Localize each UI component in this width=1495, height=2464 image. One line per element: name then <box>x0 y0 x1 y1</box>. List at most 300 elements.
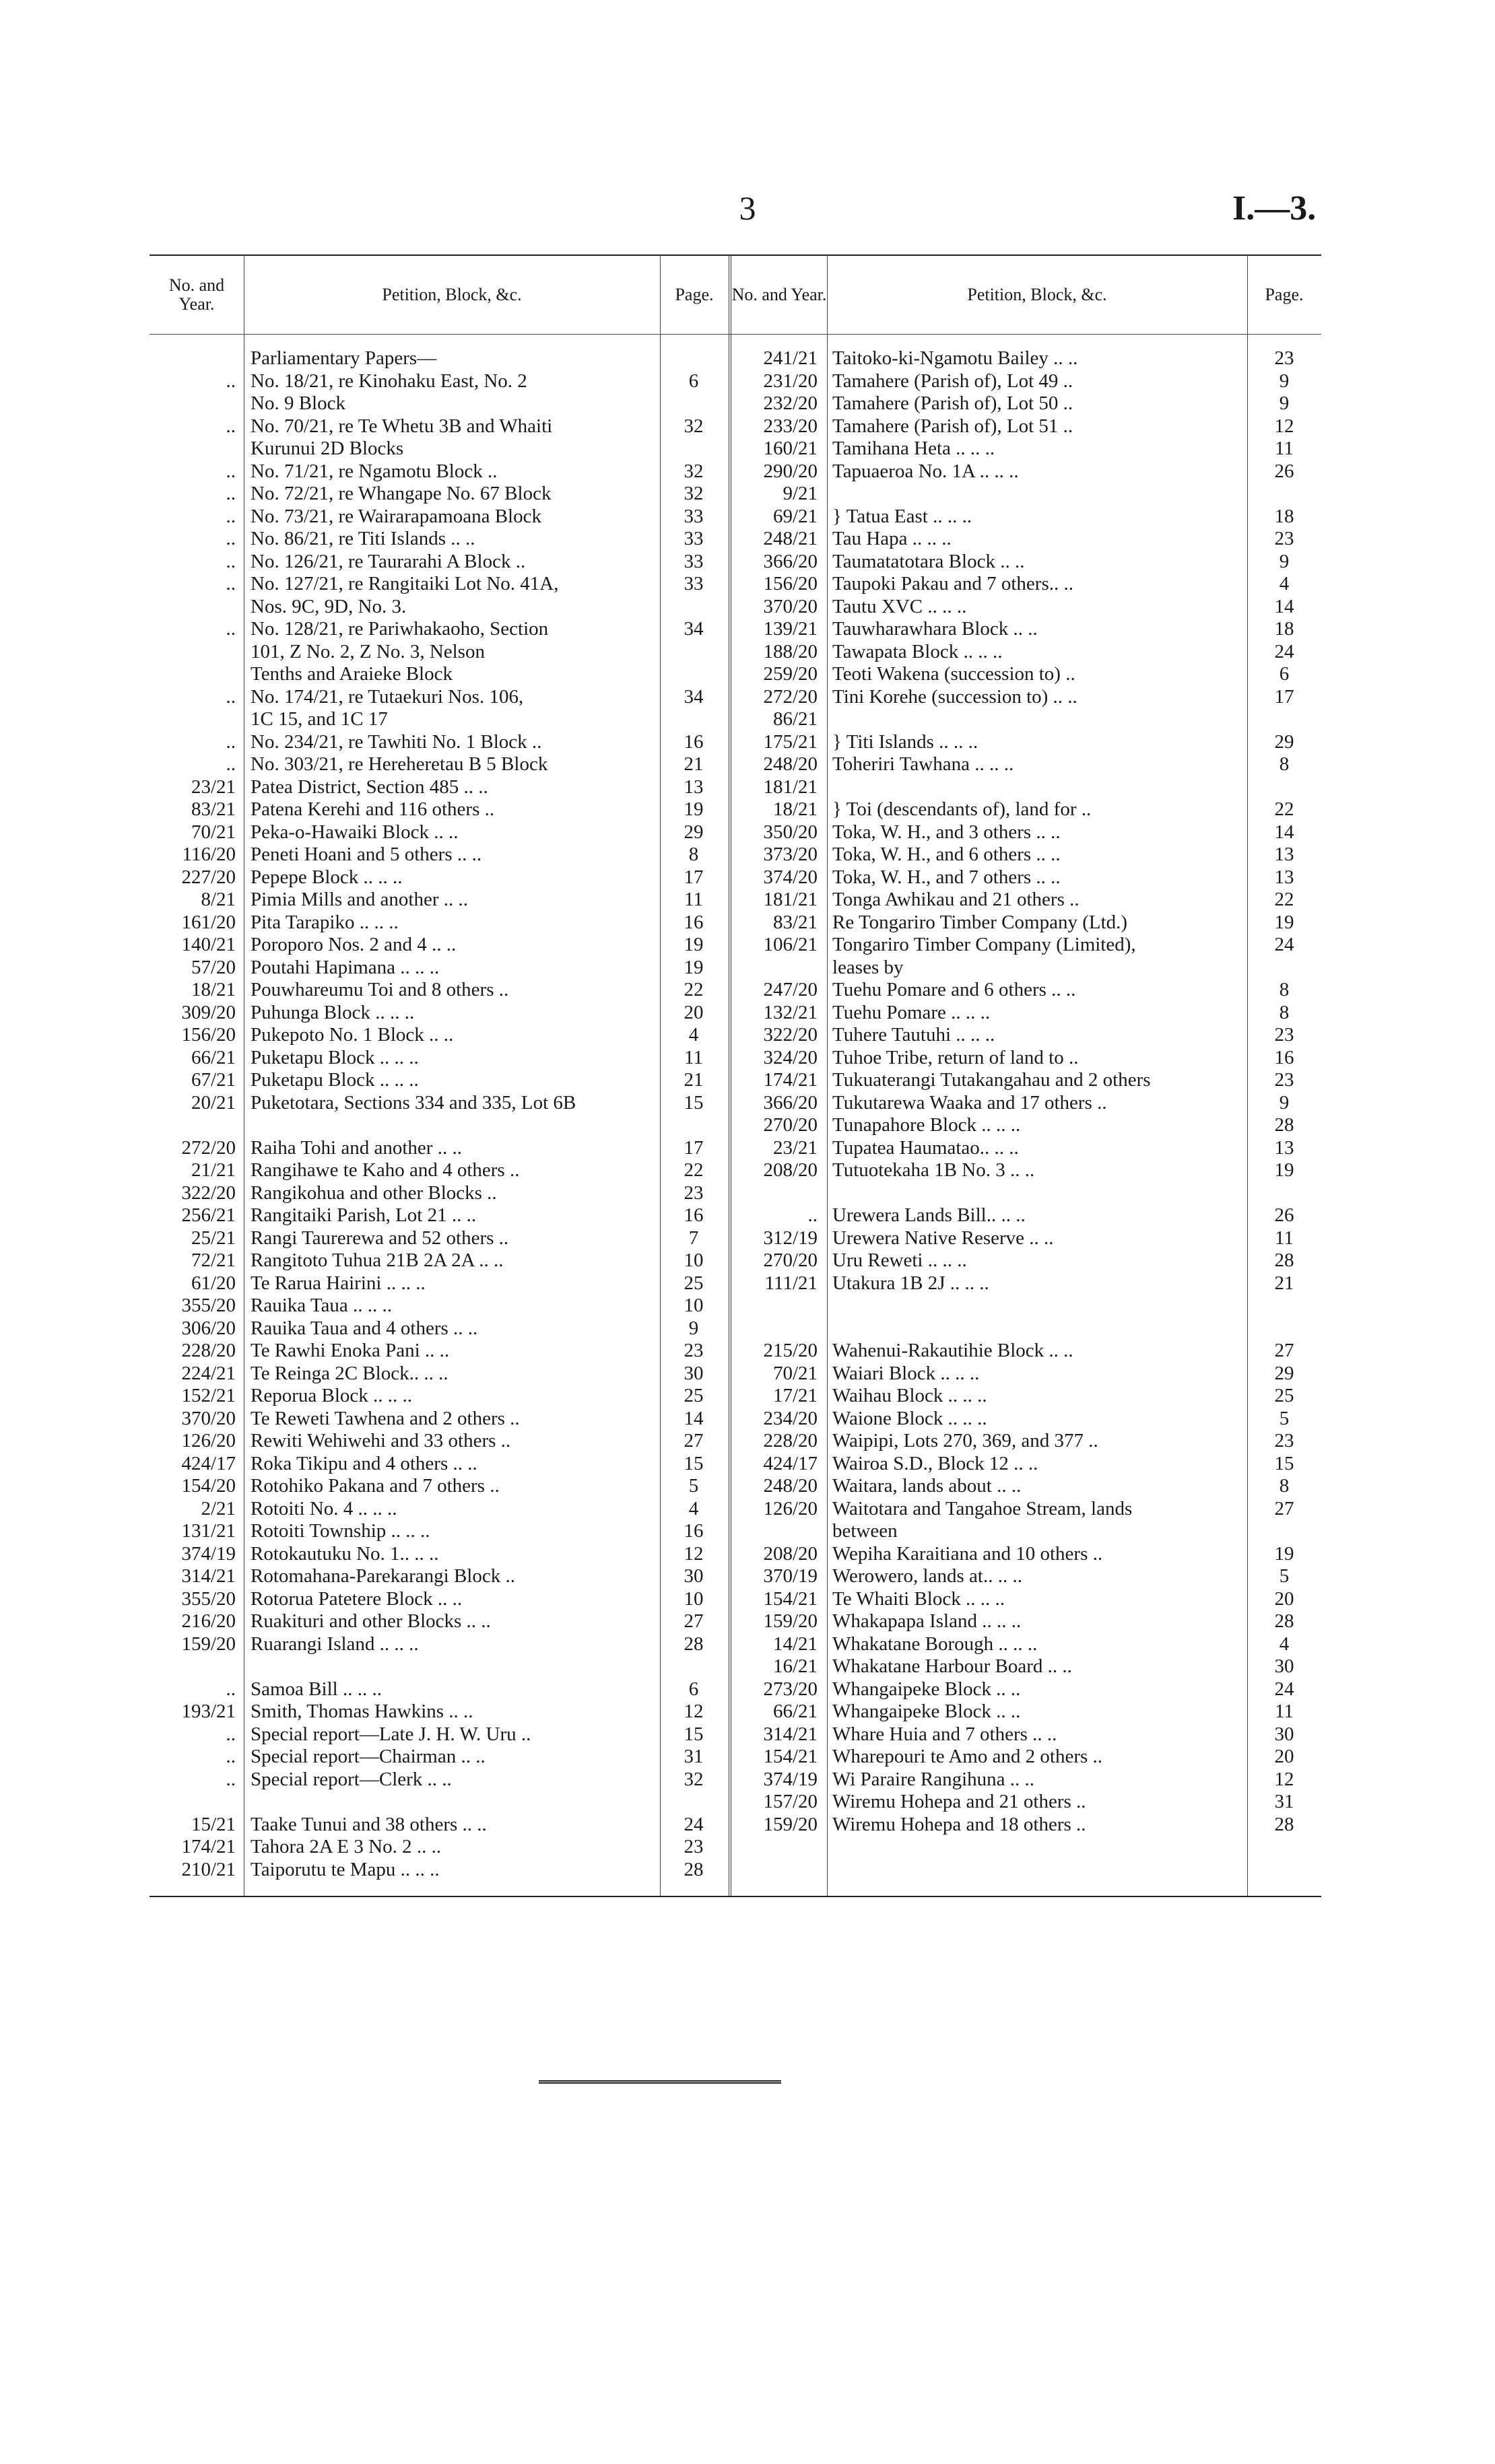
entry-page: 28 <box>1274 1813 1294 1835</box>
entry-title: Te Rarua Hairini .. .. .. <box>251 1272 426 1294</box>
entry-number: 9/21 <box>783 483 818 504</box>
table-row <box>150 1295 729 1317</box>
entry-number: 314/21 <box>181 1565 236 1587</box>
table-row <box>150 438 729 460</box>
table-row <box>150 1453 729 1476</box>
entry-number: 210/21 <box>181 1858 236 1880</box>
entry-page: 26 <box>1274 1204 1294 1226</box>
entry-number: 86/21 <box>772 708 818 730</box>
entry-number: 228/20 <box>181 1340 236 1361</box>
entry-page: 24 <box>684 1813 704 1835</box>
table-row <box>150 460 729 483</box>
entry-page: 21 <box>1274 1272 1294 1294</box>
table-row <box>730 1475 1321 1498</box>
table-row <box>730 1678 1321 1701</box>
entry-page: 8 <box>1279 979 1290 1000</box>
table-row <box>730 415 1321 438</box>
table-row <box>730 1655 1321 1678</box>
entry-page: 33 <box>684 528 704 549</box>
entry-page: 21 <box>684 1069 704 1091</box>
entry-page: 33 <box>684 505 704 527</box>
entry-number: 233/20 <box>763 415 818 437</box>
entry-title: Patea District, Section 485 .. .. <box>251 776 488 798</box>
entry-title: No. 303/21, re Hereheretau B 5 Block <box>251 753 548 775</box>
entry-page: 9 <box>1279 550 1290 572</box>
entry-page: 6 <box>1279 663 1290 685</box>
entry-page: 23 <box>684 1182 704 1204</box>
table-row <box>730 979 1321 1002</box>
entry-title: Rangi Taurerewa and 52 others .. <box>251 1227 509 1249</box>
header-page-right: Page. <box>1265 285 1304 304</box>
entry-page: 6 <box>688 370 699 392</box>
entry-page: 28 <box>684 1858 704 1880</box>
entry-number: 193/21 <box>181 1701 236 1722</box>
table-row <box>730 460 1321 483</box>
entry-title: Special report—Chairman .. .. <box>251 1746 486 1767</box>
entry-number: 272/20 <box>181 1136 236 1159</box>
entry-page: 31 <box>684 1746 704 1767</box>
entry-number: 152/21 <box>181 1385 236 1406</box>
entry-number: 157/20 <box>763 1791 818 1812</box>
table-row <box>150 1746 729 1769</box>
entry-number: 69/21 <box>772 505 818 527</box>
entry-page: 8 <box>688 844 699 865</box>
entry-number: 273/20 <box>763 1678 818 1700</box>
entry-page: 12 <box>684 1542 704 1565</box>
entry-page: 16 <box>684 911 704 933</box>
entry-number: 25/21 <box>191 1227 236 1249</box>
table-row <box>150 1340 729 1363</box>
entry-title: Wahenui-Rakautihie Block .. .. <box>832 1340 1073 1361</box>
entry-page: 28 <box>1274 1610 1294 1632</box>
entry-number: .. <box>226 1768 236 1790</box>
table-row <box>150 1520 729 1543</box>
entry-title: Puketotara, Sections 334 and 335, Lot 6B <box>251 1091 576 1114</box>
entry-page: 17 <box>1274 685 1294 708</box>
table-row <box>730 753 1321 776</box>
entry-title: Te Rawhi Enoka Pani .. .. <box>251 1340 450 1361</box>
entry-title: Samoa Bill .. .. .. <box>251 1678 382 1700</box>
table-row <box>730 438 1321 460</box>
table-row <box>730 1430 1321 1453</box>
entry-page: 11 <box>1275 1227 1294 1249</box>
table-row <box>730 1250 1321 1272</box>
footer-rule <box>539 2080 781 2084</box>
entry-page: 21 <box>684 753 704 775</box>
entry-page: 12 <box>684 1701 704 1722</box>
entry-number: 309/20 <box>181 1001 236 1023</box>
entry-page: 7 <box>688 1227 699 1249</box>
entry-number: 83/21 <box>191 798 236 820</box>
entry-title: Tapuaeroa No. 1A .. .. .. <box>832 460 1019 482</box>
right-column <box>730 347 1321 1836</box>
entry-title: Peneti Hoani and 5 others .. .. <box>251 844 482 865</box>
table-row <box>150 866 729 889</box>
table-row <box>150 618 729 641</box>
entry-page: 24 <box>1274 1678 1294 1700</box>
table-row <box>150 1836 729 1859</box>
entry-title: Taiporutu te Mapu .. .. .. <box>251 1858 440 1880</box>
entry-title: Urewera Native Reserve .. .. <box>832 1227 1054 1249</box>
table-row <box>730 866 1321 889</box>
entry-title: Parliamentary Papers— <box>251 347 437 369</box>
entry-page: 19 <box>1274 911 1294 933</box>
table-row <box>730 1137 1321 1160</box>
entry-number: 140/21 <box>181 934 236 955</box>
entry-number: 132/21 <box>763 1001 818 1023</box>
entry-number: 231/20 <box>763 370 818 392</box>
entry-title: Tutuotekaha 1B No. 3 .. .. <box>832 1159 1035 1181</box>
table-row <box>150 1002 729 1025</box>
entry-title: Taumatatotara Block .. .. <box>832 550 1025 572</box>
entry-number: 181/21 <box>763 776 818 798</box>
entry-title: Waitotara and Tangahoe Stream, lands <box>832 1497 1133 1519</box>
entry-number: 224/21 <box>181 1362 236 1384</box>
entry-page: 19 <box>684 956 704 978</box>
entry-page: 33 <box>684 550 704 572</box>
table-row <box>730 1610 1321 1633</box>
table-row <box>730 1565 1321 1588</box>
entry-page: 9 <box>1279 1091 1290 1114</box>
entry-page: 5 <box>1279 1565 1290 1587</box>
entry-number: .. <box>226 730 236 753</box>
table-row <box>150 889 729 912</box>
entry-number: 175/21 <box>763 730 818 753</box>
table-row <box>730 1069 1321 1092</box>
entry-page: 16 <box>684 1204 704 1226</box>
entry-title: No. 174/21, re Tutaekuri Nos. 106, <box>251 685 524 708</box>
entry-page: 13 <box>1274 866 1294 888</box>
entry-number: 232/20 <box>763 392 818 414</box>
entry-title: Tuhere Tautuhi .. .. .. <box>832 1024 995 1046</box>
entry-title: Tenths and Araieke Block <box>251 663 453 685</box>
entry-page: 13 <box>684 776 704 798</box>
table-row <box>730 1588 1321 1611</box>
entry-page: 13 <box>1274 844 1294 865</box>
entry-title: No. 127/21, re Rangitaiki Lot No. 41A, <box>251 573 559 594</box>
entry-number: 106/21 <box>763 934 818 955</box>
table-row <box>730 1453 1321 1476</box>
entry-page: 9 <box>1279 392 1290 414</box>
entry-page: 23 <box>1274 1069 1294 1091</box>
entry-title: Whakatane Harbour Board .. .. <box>832 1655 1072 1677</box>
entry-title: Tamihana Heta .. .. .. <box>832 438 995 459</box>
entry-page: 22 <box>684 979 704 1000</box>
entry-title: Rangitaiki Parish, Lot 21 .. .. <box>251 1204 477 1226</box>
entry-title: Whangaipeke Block .. .. <box>832 1701 1021 1722</box>
entry-number: 312/19 <box>763 1227 818 1249</box>
table-row <box>730 1295 1321 1317</box>
entry-number: .. <box>226 1678 236 1700</box>
entry-title: Te Reinga 2C Block.. .. .. <box>251 1362 448 1384</box>
entry-page: 33 <box>684 573 704 594</box>
entry-page: 30 <box>1274 1723 1294 1745</box>
entry-page: 23 <box>1274 347 1294 369</box>
entry-title: Teoti Wakena (succession to) .. <box>832 663 1075 685</box>
entry-number: 57/20 <box>191 956 236 978</box>
table-row <box>150 1814 729 1837</box>
entry-title: Pimia Mills and another .. .. <box>251 889 468 910</box>
entry-page: 4 <box>1279 573 1290 594</box>
header-petition-left: Petition, Block, &c. <box>382 285 522 304</box>
entry-page: 12 <box>1274 415 1294 437</box>
entry-title: Rangihawe te Kaho and 4 others .. <box>251 1159 520 1181</box>
entry-number: 248/20 <box>763 1475 818 1497</box>
table-row <box>150 1701 729 1723</box>
table-row <box>150 934 729 957</box>
entry-page: 6 <box>688 1678 699 1700</box>
entry-title: Tahora 2A E 3 No. 2 .. .. <box>251 1836 442 1857</box>
entry-page: 32 <box>684 415 704 437</box>
table-row <box>150 1543 729 1566</box>
entry-title: Waihau Block .. .. .. <box>832 1385 987 1406</box>
entry-number: 234/20 <box>763 1407 818 1429</box>
entry-page: 34 <box>684 685 704 708</box>
header-no-year-left: No. and Year. <box>168 275 225 314</box>
table-row <box>150 1588 729 1611</box>
entry-number: .. <box>226 483 236 504</box>
table-row <box>730 573 1321 596</box>
entry-number: 424/17 <box>181 1452 236 1474</box>
entry-page: 27 <box>684 1430 704 1451</box>
table-row <box>150 1114 729 1137</box>
entry-page: 4 <box>1279 1633 1290 1655</box>
table-row <box>150 1317 729 1340</box>
entry-page: 23 <box>1274 1024 1294 1046</box>
entry-page: 11 <box>1275 438 1294 459</box>
table-row <box>730 1791 1321 1814</box>
entry-title: Rauika Taua .. .. .. <box>251 1295 393 1316</box>
table-row <box>150 528 729 551</box>
entry-number: .. <box>226 370 236 392</box>
entry-title: Toka, W. H., and 7 others .. .. <box>832 866 1061 888</box>
entry-page: 10 <box>684 1295 704 1316</box>
table-row <box>730 957 1321 980</box>
entry-page: 26 <box>1274 460 1294 482</box>
entry-page: 15 <box>684 1452 704 1474</box>
entry-title: Ruakituri and other Blocks .. .. <box>251 1610 491 1632</box>
table-row <box>150 708 729 731</box>
entry-page: 32 <box>684 483 704 504</box>
entry-page: 32 <box>684 460 704 482</box>
table-row <box>730 641 1321 664</box>
left-column <box>150 347 729 1881</box>
entry-number: 154/21 <box>763 1587 818 1610</box>
entry-title: Rotoiti Township .. .. .. <box>251 1520 430 1542</box>
entry-title: Tamahere (Parish of), Lot 51 .. <box>832 415 1073 437</box>
entry-title: Wharepouri te Amo and 2 others .. <box>832 1746 1103 1767</box>
entry-number: 322/20 <box>181 1182 236 1204</box>
entry-number: 248/21 <box>763 528 818 549</box>
entry-title: No. 71/21, re Ngamotu Block .. <box>251 460 498 482</box>
entry-number: 18/21 <box>772 798 818 820</box>
entry-number: 370/19 <box>763 1565 818 1587</box>
table-row <box>730 1723 1321 1746</box>
entry-title: Te Reweti Tawhena and 2 others .. <box>251 1407 520 1429</box>
entry-title: Wi Paraire Rangihuna .. .. <box>832 1768 1035 1790</box>
entry-title: Kurunui 2D Blocks <box>251 438 404 459</box>
table-row <box>730 776 1321 799</box>
entry-title: No. 18/21, re Kinohaku East, No. 2 <box>251 370 527 392</box>
entry-title: Tupatea Haumatao.. .. .. <box>832 1136 1019 1159</box>
entry-title: Peka-o-Hawaiki Block .. .. <box>251 821 459 843</box>
table-row <box>730 347 1321 370</box>
table-row <box>150 731 729 754</box>
entry-number: 20/21 <box>191 1091 236 1114</box>
table-row <box>150 663 729 686</box>
entry-number: 174/21 <box>763 1069 818 1091</box>
entry-number: 70/21 <box>191 821 236 843</box>
entry-number: 16/21 <box>772 1655 818 1677</box>
table-row <box>150 798 729 821</box>
table-row <box>730 1002 1321 1025</box>
table-top-rule <box>150 254 1321 256</box>
entry-page: 25 <box>684 1272 704 1294</box>
table-row <box>730 618 1321 641</box>
entry-title: Patena Kerehi and 116 others .. <box>251 798 495 820</box>
entry-number: 161/20 <box>181 911 236 933</box>
entry-page: 22 <box>1274 889 1294 910</box>
table-row <box>730 1024 1321 1047</box>
entry-page: 17 <box>684 1136 704 1159</box>
entry-title: Rangikohua and other Blocks .. <box>251 1182 497 1204</box>
entry-page: 16 <box>684 1520 704 1542</box>
entry-page: 20 <box>1274 1746 1294 1767</box>
entry-title: No. 73/21, re Wairarapamoana Block <box>251 505 541 527</box>
table-row <box>730 686 1321 709</box>
entry-title: Rangitoto Tuhua 21B 2A 2A .. .. <box>251 1250 504 1271</box>
table-row <box>730 821 1321 844</box>
table-row <box>150 1182 729 1205</box>
entry-number: 21/21 <box>191 1159 236 1181</box>
entry-title: 1C 15, and 1C 17 <box>251 708 388 730</box>
entry-number: 324/20 <box>763 1046 818 1068</box>
entry-title: Rauika Taua and 4 others .. .. <box>251 1317 478 1339</box>
entry-number: 23/21 <box>191 776 236 798</box>
entry-title: Smith, Thomas Hawkins .. .. <box>251 1701 473 1722</box>
entry-number: 181/21 <box>763 889 818 910</box>
entry-title: Waiari Block .. .. .. <box>832 1362 980 1384</box>
entry-page: 20 <box>1274 1587 1294 1610</box>
entry-title: Waipipi, Lots 270, 369, and 377 .. <box>832 1430 1098 1451</box>
entry-number: 228/20 <box>763 1430 818 1451</box>
entry-title: Toheriri Tawhana .. .. .. <box>832 753 1014 775</box>
entry-number: 61/20 <box>191 1272 236 1294</box>
entry-page: 4 <box>688 1024 699 1046</box>
entry-number: 314/21 <box>763 1723 818 1745</box>
entry-number: 15/21 <box>191 1813 236 1835</box>
table-row <box>150 1024 729 1047</box>
table-row <box>150 1092 729 1115</box>
table-row <box>150 1610 729 1633</box>
entry-title: No. 86/21, re Titi Islands .. .. <box>251 528 475 549</box>
table-row <box>150 1204 729 1227</box>
entry-title: Nos. 9C, 9D, No. 3. <box>251 595 407 617</box>
entry-page: 29 <box>1274 730 1294 753</box>
entry-page: 22 <box>1274 798 1294 820</box>
entry-page: 17 <box>684 866 704 888</box>
table-row <box>730 370 1321 393</box>
entry-number: .. <box>226 753 236 775</box>
entry-page: 27 <box>1274 1497 1294 1519</box>
table-row <box>730 1633 1321 1656</box>
entry-title: Pukepoto No. 1 Block .. .. <box>251 1024 454 1046</box>
entry-page: 9 <box>688 1317 699 1339</box>
entry-number: 2/21 <box>201 1497 236 1519</box>
entry-title: Whangaipeke Block .. .. <box>832 1678 1021 1700</box>
entry-title: } Tatua East .. .. .. <box>832 505 972 527</box>
table-row <box>730 1769 1321 1791</box>
table-row <box>730 506 1321 528</box>
entry-page: 19 <box>1274 1542 1294 1565</box>
entry-number: 154/20 <box>181 1475 236 1497</box>
entry-number: 72/21 <box>191 1250 236 1271</box>
entry-title: Taupoki Pakau and 7 others.. .. <box>832 573 1073 594</box>
entry-number: .. <box>226 1723 236 1745</box>
entry-number: 216/20 <box>181 1610 236 1632</box>
entry-number: 160/21 <box>763 438 818 459</box>
entry-number: 17/21 <box>772 1385 818 1406</box>
entry-number: 256/21 <box>181 1204 236 1226</box>
entry-number: .. <box>226 618 236 640</box>
table-row <box>730 1182 1321 1205</box>
entry-number: 355/20 <box>181 1587 236 1610</box>
entry-number: .. <box>226 505 236 527</box>
entry-number: 270/20 <box>763 1114 818 1136</box>
table-row <box>150 957 729 980</box>
entry-title: Pepepe Block .. .. .. <box>251 866 403 888</box>
entry-number: 227/20 <box>181 866 236 888</box>
table-row <box>150 1385 729 1408</box>
table-row <box>150 506 729 528</box>
entry-number: .. <box>226 550 236 572</box>
entry-number: 67/21 <box>191 1069 236 1091</box>
entry-number: 306/20 <box>181 1317 236 1339</box>
entry-page: 28 <box>1274 1250 1294 1271</box>
table-row <box>730 1092 1321 1115</box>
table-row <box>730 1385 1321 1408</box>
entry-title: Tawapata Block .. .. .. <box>832 640 1003 662</box>
entry-page: 16 <box>684 730 704 753</box>
entry-title: } Toi (descendants of), land for .. <box>832 798 1092 820</box>
entry-number: 174/21 <box>181 1836 236 1857</box>
entry-title: Tautu XVC .. .. .. <box>832 595 967 617</box>
entry-title: Special report—Clerk .. .. <box>251 1768 452 1790</box>
entry-title: Poroporo Nos. 2 and 4 .. .. <box>251 934 457 955</box>
table-row <box>730 912 1321 934</box>
entry-page: 32 <box>684 1768 704 1790</box>
entry-number: 374/19 <box>763 1768 818 1790</box>
entry-number: 270/20 <box>763 1250 818 1271</box>
entry-title: Rotokautuku No. 1.. .. .. <box>251 1542 439 1565</box>
entry-page: 16 <box>1274 1046 1294 1068</box>
entry-title: Rotorua Patetere Block .. .. <box>251 1587 463 1610</box>
entry-number: 272/20 <box>763 685 818 708</box>
entry-page: 5 <box>688 1475 699 1497</box>
entry-number: .. <box>226 573 236 594</box>
entry-page: 30 <box>684 1565 704 1587</box>
table-row <box>150 1408 729 1431</box>
table-row <box>730 551 1321 574</box>
entry-title: Utakura 1B 2J .. .. .. <box>832 1272 989 1294</box>
entry-number: 14/21 <box>772 1633 818 1655</box>
table-row <box>150 1655 729 1678</box>
table-row <box>150 979 729 1002</box>
table-row <box>730 1114 1321 1137</box>
entry-page: 11 <box>684 1046 703 1068</box>
entry-page: 31 <box>1274 1791 1294 1812</box>
entry-page: 27 <box>684 1610 704 1632</box>
